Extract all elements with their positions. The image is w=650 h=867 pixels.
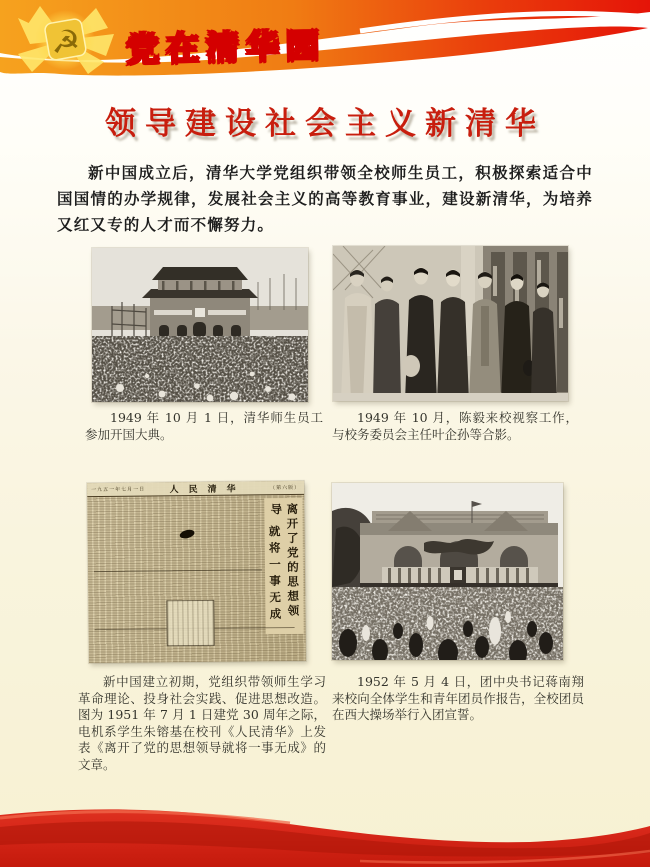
newspaper-notice-box (166, 600, 214, 647)
newspaper-date: 一九五一年七月一日 (91, 486, 146, 494)
newspaper-title: 人民清华 (169, 484, 246, 496)
intro-paragraph: 新中国成立后，清华大学党组织带领全校师生员工，积极探索适合中国国情的办学规律，发展社会主义的高等教育事业，建设新清华，为培养又红又专的人才而不懈努力。 (57, 163, 593, 234)
newspaper-headline-main: 离开了党的思想领导 (269, 502, 301, 620)
caption-newspaper: 新中国建立初期，党组织带领师生学习革命理论、投身社会实践、促进思想改造。图为 1951 年 7 月 1 日建党 30 周年之际，电机系学生朱镕基在校刊《人民清华》上发表《离开了党的思想领导就将一事无成》的文章。 (78, 674, 326, 772)
photo-league-oath-rally (332, 483, 563, 660)
newspaper-edition: （第六版） (270, 484, 301, 492)
page-title: 领导建设社会主义新清华 (105, 106, 545, 142)
newspaper-page (87, 481, 306, 663)
party-emblem-icon (10, 4, 128, 78)
header-banner (0, 0, 650, 96)
newspaper-rule (94, 569, 262, 572)
caption-rally: 1952 年 5 月 4 日，团中央书记蒋南翔来校向全体学生和青年团员作报告，全校团员在西大操场举行入团宣誓。 (332, 674, 584, 722)
caption-tiananmen: 1949 年 10 月 1 日，清华师生员工参加开国大典。 (85, 410, 323, 442)
footer-wave-graphic (0, 791, 650, 867)
photo-tiananmen-founding-ceremony (92, 248, 308, 402)
banner-title: 党在清华园 (125, 25, 327, 70)
newspaper-ink-blot (179, 528, 196, 540)
photo-renmin-qinghua-newspaper (87, 481, 306, 663)
photo-chen-yi-group (333, 246, 568, 401)
newspaper-masthead (87, 481, 304, 497)
newspaper-headline-sub: 就将一事无成 (267, 525, 283, 625)
svg-text:☭: ☭ (51, 23, 81, 61)
caption-chen-yi: 1949 年 10 月，陈毅来校视察工作，与校务委员会主任叶企孙等合影。 (332, 410, 578, 442)
